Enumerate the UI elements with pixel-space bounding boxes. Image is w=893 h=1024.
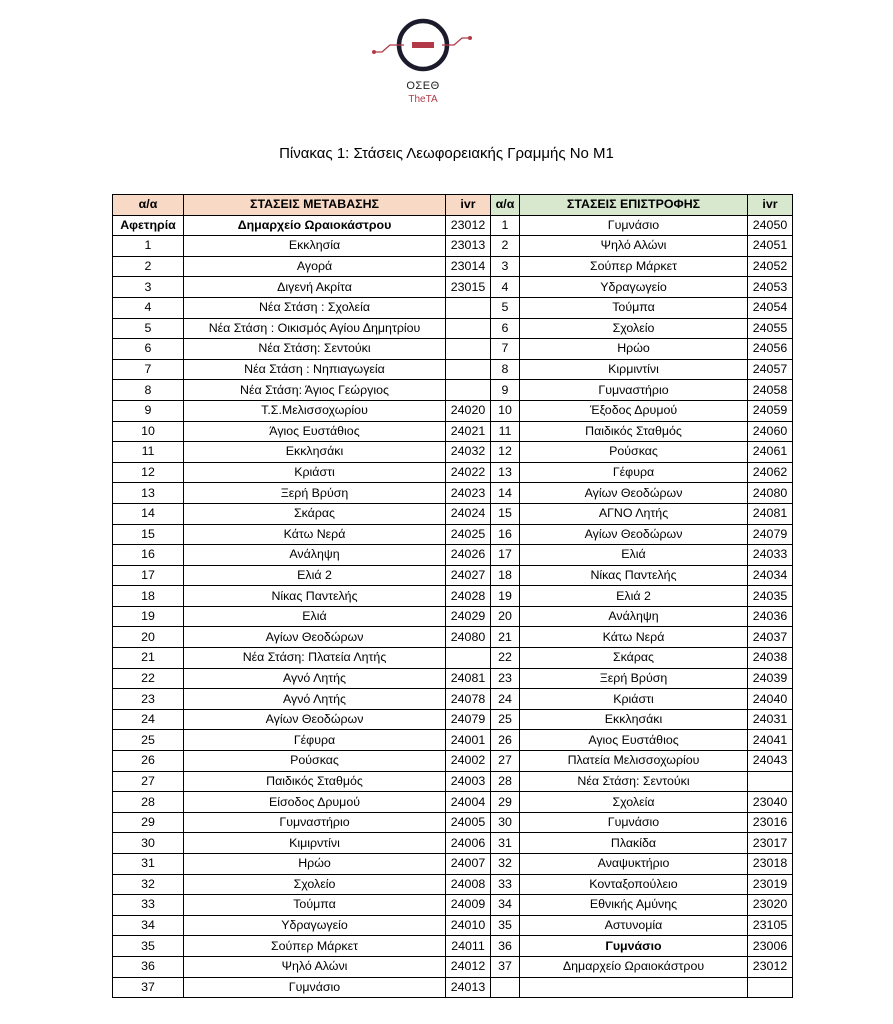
cell-stop-out: Αγορά [184, 256, 446, 277]
cell-stop-out: Νέα Στάση: Σεντούκι [184, 339, 446, 360]
cell-ivr-ret: 24080 [748, 483, 793, 504]
cell-num-ret: 36 [491, 936, 520, 957]
table-row [113, 606, 793, 627]
cell-ivr-ret [748, 977, 793, 998]
cell-ivr-out: 24005 [446, 812, 491, 833]
cell-num-ret: 1 [491, 215, 520, 236]
cell-ivr-ret: 24057 [748, 359, 793, 380]
cell-num-out: 24 [113, 709, 184, 730]
cell-stop-ret: Τούμπα [520, 297, 748, 318]
cell-stop-out: Νέα Στάση: Πλατεία Λητής [184, 648, 446, 669]
cell-stop-ret: Σχολείο [520, 318, 748, 339]
table-row [113, 977, 793, 998]
cell-ivr-ret: 23016 [748, 812, 793, 833]
cell-stop-out: Ξερή Βρύση [184, 483, 446, 504]
cell-num-out: 16 [113, 545, 184, 566]
cell-stop-out: Σκάρας [184, 503, 446, 524]
cell-stop-ret: Αγίων Θεοδώρων [520, 524, 748, 545]
cell-num-ret: 15 [491, 503, 520, 524]
cell-num-out: 22 [113, 668, 184, 689]
cell-num-out: 25 [113, 730, 184, 751]
cell-ivr-ret: 24041 [748, 730, 793, 751]
stops-table [112, 194, 793, 998]
cell-stop-out: Νέα Στάση : Οικισμός Αγίου Δημητρίου [184, 318, 446, 339]
cell-ivr-out: 24022 [446, 462, 491, 483]
cell-ivr-ret: 23006 [748, 936, 793, 957]
cell-ivr-out: 24003 [446, 771, 491, 792]
cell-ivr-out: 24011 [446, 936, 491, 957]
cell-ivr-out: 24001 [446, 730, 491, 751]
table-row [113, 812, 793, 833]
cell-ivr-out: 24007 [446, 854, 491, 875]
cell-stop-ret: Γυμνάσιο [520, 215, 748, 236]
table-row [113, 627, 793, 648]
cell-stop-ret: Γυμνάσιο [520, 936, 748, 957]
cell-ivr-ret: 23040 [748, 792, 793, 813]
stops-table-body [113, 215, 793, 998]
cell-stop-ret: Κριάστι [520, 689, 748, 710]
cell-stop-ret: Γυμνάσιο [520, 812, 748, 833]
cell-stop-out: Ρούσκας [184, 751, 446, 772]
cell-stop-out: Είσοδος Δρυμού [184, 792, 446, 813]
cell-num-ret: 24 [491, 689, 520, 710]
cell-ivr-ret: 24035 [748, 586, 793, 607]
cell-ivr-out [446, 359, 491, 380]
table-row [113, 256, 793, 277]
cell-stop-ret: Σκάρας [520, 648, 748, 669]
cell-stop-ret: Σχολεία [520, 792, 748, 813]
cell-ivr-out [446, 297, 491, 318]
table-row [113, 689, 793, 710]
cell-num-ret: 6 [491, 318, 520, 339]
table-row [113, 833, 793, 854]
cell-num-ret: 9 [491, 380, 520, 401]
cell-stop-out: Αγίων Θεοδώρων [184, 627, 446, 648]
cell-num-ret: 3 [491, 256, 520, 277]
cell-stop-ret: Ελιά 2 [520, 586, 748, 607]
cell-num-ret: 23 [491, 668, 520, 689]
cell-num-out: 12 [113, 462, 184, 483]
cell-stop-out: Εκκλησάκι [184, 442, 446, 463]
cell-ivr-ret: 24056 [748, 339, 793, 360]
cell-ivr-out: 24079 [446, 709, 491, 730]
cell-num-ret: 13 [491, 462, 520, 483]
table-row [113, 483, 793, 504]
cell-ivr-ret: 24054 [748, 297, 793, 318]
cell-ivr-ret: 23020 [748, 895, 793, 916]
cell-num-out: 7 [113, 359, 184, 380]
cell-ivr-ret [748, 771, 793, 792]
cell-num-ret: 34 [491, 895, 520, 916]
table-row [113, 339, 793, 360]
table-row [113, 668, 793, 689]
cell-ivr-out: 24024 [446, 503, 491, 524]
cell-num-ret: 30 [491, 812, 520, 833]
cell-stop-ret: Αγίων Θεοδώρων [520, 483, 748, 504]
cell-stop-ret: Εκκλησάκι [520, 709, 748, 730]
cell-stop-ret: Ελιά [520, 545, 748, 566]
cell-ivr-ret: 23018 [748, 854, 793, 875]
cell-num-ret: 11 [491, 421, 520, 442]
cell-stop-out: Δημαρχείο Ωραιοκάστρου [184, 215, 446, 236]
cell-stop-ret: Πλακίδα [520, 833, 748, 854]
table-row [113, 730, 793, 751]
cell-stop-ret: Σούπερ Μάρκετ [520, 256, 748, 277]
cell-num-ret: 18 [491, 565, 520, 586]
cell-ivr-out: 24021 [446, 421, 491, 442]
table-row [113, 956, 793, 977]
cell-stop-ret: Εθνικής Αμύνης [520, 895, 748, 916]
cell-ivr-ret: 24043 [748, 751, 793, 772]
table-row [113, 318, 793, 339]
cell-ivr-out: 24078 [446, 689, 491, 710]
cell-stop-out: Γυμναστήριο [184, 812, 446, 833]
cell-ivr-out: 24026 [446, 545, 491, 566]
cell-num-out: 36 [113, 956, 184, 977]
cell-num-out: 17 [113, 565, 184, 586]
cell-num-out: 1 [113, 236, 184, 257]
cell-ivr-out: 24029 [446, 606, 491, 627]
cell-ivr-out: 24009 [446, 895, 491, 916]
cell-num-out: 20 [113, 627, 184, 648]
header-num-out: α/α [113, 195, 184, 216]
header-stop-out: ΣΤΑΣΕΙΣ ΜΕΤΑΒΑΣΗΣ [184, 195, 446, 216]
table-row [113, 462, 793, 483]
cell-ivr-ret: 24079 [748, 524, 793, 545]
cell-ivr-out: 24032 [446, 442, 491, 463]
cell-stop-out: Υδραγωγείο [184, 915, 446, 936]
cell-ivr-ret: 24033 [748, 545, 793, 566]
cell-stop-out: Ηρώο [184, 854, 446, 875]
cell-num-out: 14 [113, 503, 184, 524]
logo-sub: TheTA [408, 94, 438, 105]
table-row [113, 236, 793, 257]
cell-num-out: 31 [113, 854, 184, 875]
cell-num-ret: 12 [491, 442, 520, 463]
cell-stop-ret: ΑΓΝΟ Λητής [520, 503, 748, 524]
table-row [113, 771, 793, 792]
cell-num-ret: 28 [491, 771, 520, 792]
table-row [113, 874, 793, 895]
cell-num-ret: 10 [491, 400, 520, 421]
cell-ivr-out: 24080 [446, 627, 491, 648]
cell-ivr-out: 24012 [446, 956, 491, 977]
cell-ivr-out: 24020 [446, 400, 491, 421]
cell-ivr-out: 23012 [446, 215, 491, 236]
cell-ivr-out [446, 380, 491, 401]
cell-num-out: 2 [113, 256, 184, 277]
cell-ivr-ret: 24058 [748, 380, 793, 401]
cell-num-out: 23 [113, 689, 184, 710]
cell-stop-out: Άγιος Ευστάθιος [184, 421, 446, 442]
table-row [113, 545, 793, 566]
cell-ivr-out: 24025 [446, 524, 491, 545]
cell-num-out: 34 [113, 915, 184, 936]
cell-ivr-ret: 24051 [748, 236, 793, 257]
cell-num-out: 26 [113, 751, 184, 772]
table-row [113, 400, 793, 421]
oseth-logo [368, 12, 478, 112]
cell-ivr-out: 23013 [446, 236, 491, 257]
cell-num-ret: 26 [491, 730, 520, 751]
cell-num-out: 13 [113, 483, 184, 504]
cell-stop-out: Σούπερ Μάρκετ [184, 936, 446, 957]
cell-num-ret [491, 977, 520, 998]
cell-ivr-out [446, 339, 491, 360]
table-row [113, 503, 793, 524]
cell-num-ret: 25 [491, 709, 520, 730]
cell-num-ret: 19 [491, 586, 520, 607]
cell-ivr-ret: 24053 [748, 277, 793, 298]
cell-ivr-ret: 24050 [748, 215, 793, 236]
table-row [113, 380, 793, 401]
table-row [113, 524, 793, 545]
cell-num-ret: 17 [491, 545, 520, 566]
cell-num-out: 37 [113, 977, 184, 998]
cell-num-ret: 31 [491, 833, 520, 854]
cell-stop-out: Νέα Στάση : Νηπιαγωγεία [184, 359, 446, 380]
table-row [113, 359, 793, 380]
cell-ivr-ret: 24052 [748, 256, 793, 277]
cell-num-out: 27 [113, 771, 184, 792]
cell-num-out: 6 [113, 339, 184, 360]
cell-ivr-ret: 24059 [748, 400, 793, 421]
cell-stop-out: Εκκλησία [184, 236, 446, 257]
cell-stop-ret: Δημαρχείο Ωραιοκάστρου [520, 956, 748, 977]
cell-num-out: 35 [113, 936, 184, 957]
header-stop-ret: ΣΤΑΣΕΙΣ ΕΠΙΣΤΡΟΦΗΣ [520, 195, 748, 216]
cell-stop-ret: Παιδικός Σταθμός [520, 421, 748, 442]
cell-stop-ret: Υδραγωγείο [520, 277, 748, 298]
cell-stop-ret: Ξερή Βρύση [520, 668, 748, 689]
cell-stop-ret: Πλατεία Μελισσοχωρίου [520, 751, 748, 772]
cell-num-out: 8 [113, 380, 184, 401]
cell-ivr-out: 24027 [446, 565, 491, 586]
table-row [113, 565, 793, 586]
cell-stop-out: Ψηλό Αλώνι [184, 956, 446, 977]
cell-stop-out: Ανάληψη [184, 545, 446, 566]
cell-stop-out: Κιμιρντίνι [184, 833, 446, 854]
cell-num-ret: 2 [491, 236, 520, 257]
cell-ivr-ret: 24034 [748, 565, 793, 586]
cell-stop-out: Αγίων Θεοδώρων [184, 709, 446, 730]
cell-ivr-out: 24004 [446, 792, 491, 813]
cell-num-out: 3 [113, 277, 184, 298]
cell-stop-out: Αγνό Λητής [184, 689, 446, 710]
cell-stop-out: Διγενή Ακρίτα [184, 277, 446, 298]
cell-num-ret: 20 [491, 606, 520, 627]
cell-stop-out: Κάτω Νερά [184, 524, 446, 545]
cell-num-ret: 33 [491, 874, 520, 895]
cell-stop-out: Ελιά [184, 606, 446, 627]
cell-stop-ret: Νίκας Παντελής [520, 565, 748, 586]
cell-num-out: 19 [113, 606, 184, 627]
cell-stop-ret: Ψηλό Αλώνι [520, 236, 748, 257]
cell-num-out: 28 [113, 792, 184, 813]
cell-ivr-out: 24002 [446, 751, 491, 772]
cell-ivr-ret: 24031 [748, 709, 793, 730]
cell-ivr-out: 23015 [446, 277, 491, 298]
table-title: Πίνακας 1: Στάσεις Λεωφορειακής Γραμμής Νο Μ1 [279, 145, 614, 162]
cell-num-out: 15 [113, 524, 184, 545]
table-row [113, 421, 793, 442]
cell-ivr-out: 24028 [446, 586, 491, 607]
cell-stop-ret: Κιρμιντίνι [520, 359, 748, 380]
cell-ivr-out: 23014 [446, 256, 491, 277]
header-ivr-out: ivr [446, 195, 491, 216]
table-row [113, 709, 793, 730]
cell-stop-out: Τ.Σ.Μελισσοχωρίου [184, 400, 446, 421]
cell-ivr-out: 24006 [446, 833, 491, 854]
cell-stop-ret: Αγιος Ευστάθιος [520, 730, 748, 751]
table-row [113, 854, 793, 875]
cell-num-out: 10 [113, 421, 184, 442]
cell-ivr-ret: 24038 [748, 648, 793, 669]
table-row [113, 297, 793, 318]
cell-stop-ret [520, 977, 748, 998]
logo-emblem-icon [368, 12, 478, 82]
cell-ivr-ret: 24055 [748, 318, 793, 339]
cell-ivr-out [446, 318, 491, 339]
cell-stop-out: Ελιά 2 [184, 565, 446, 586]
table-row [113, 442, 793, 463]
cell-num-ret: 14 [491, 483, 520, 504]
cell-ivr-ret: 24081 [748, 503, 793, 524]
cell-ivr-ret: 24040 [748, 689, 793, 710]
table-row [113, 895, 793, 916]
cell-num-ret: 32 [491, 854, 520, 875]
table-row [113, 648, 793, 669]
cell-ivr-ret: 24036 [748, 606, 793, 627]
cell-num-out: 18 [113, 586, 184, 607]
header-ivr-ret: ivr [748, 195, 793, 216]
cell-num-ret: 35 [491, 915, 520, 936]
cell-stop-out: Αγνό Λητής [184, 668, 446, 689]
cell-stop-ret: Ανάληψη [520, 606, 748, 627]
cell-ivr-ret: 24039 [748, 668, 793, 689]
cell-num-ret: 27 [491, 751, 520, 772]
cell-num-ret: 22 [491, 648, 520, 669]
cell-num-out: 32 [113, 874, 184, 895]
cell-ivr-ret: 23017 [748, 833, 793, 854]
cell-num-out: 9 [113, 400, 184, 421]
cell-num-out: 33 [113, 895, 184, 916]
cell-stop-ret: Αστυνομία [520, 915, 748, 936]
table-header-row [113, 195, 793, 216]
cell-ivr-out: 24010 [446, 915, 491, 936]
cell-num-ret: 29 [491, 792, 520, 813]
cell-num-ret: 4 [491, 277, 520, 298]
table-row [113, 751, 793, 772]
cell-num-out: 30 [113, 833, 184, 854]
cell-ivr-ret: 24062 [748, 462, 793, 483]
cell-ivr-ret: 23105 [748, 915, 793, 936]
cell-stop-out: Κριάστι [184, 462, 446, 483]
table-row [113, 936, 793, 957]
cell-stop-ret: Ρούσκας [520, 442, 748, 463]
cell-stop-out: Νέα Στάση : Σχολεία [184, 297, 446, 318]
table-row [113, 215, 793, 236]
header-num-ret: α/α [491, 195, 520, 216]
cell-stop-out: Τούμπα [184, 895, 446, 916]
cell-stop-out: Σχολείο [184, 874, 446, 895]
cell-num-ret: 7 [491, 339, 520, 360]
table-row [113, 915, 793, 936]
cell-stop-out: Γυμνάσιο [184, 977, 446, 998]
cell-ivr-out: 24013 [446, 977, 491, 998]
cell-stop-out: Νέα Στάση: Άγιος Γεώργιος [184, 380, 446, 401]
cell-num-out: 21 [113, 648, 184, 669]
cell-num-ret: 8 [491, 359, 520, 380]
cell-stop-out: Παιδικός Σταθμός [184, 771, 446, 792]
table-row [113, 792, 793, 813]
cell-stop-ret: Ηρώο [520, 339, 748, 360]
cell-stop-ret: Αναψυκτήριο [520, 854, 748, 875]
logo-name: ΟΣΕΘ [406, 80, 440, 92]
cell-ivr-out: 24008 [446, 874, 491, 895]
cell-num-out: 5 [113, 318, 184, 339]
cell-num-out: Αφετηρία [113, 215, 184, 236]
cell-ivr-ret: 23019 [748, 874, 793, 895]
cell-stop-ret: Γέφυρα [520, 462, 748, 483]
cell-num-ret: 5 [491, 297, 520, 318]
cell-stop-ret: Γυμναστήριο [520, 380, 748, 401]
cell-stop-ret: Κάτω Νερά [520, 627, 748, 648]
cell-ivr-ret: 24037 [748, 627, 793, 648]
cell-ivr-ret: 24060 [748, 421, 793, 442]
cell-num-ret: 21 [491, 627, 520, 648]
cell-ivr-ret: 24061 [748, 442, 793, 463]
cell-ivr-out [446, 648, 491, 669]
cell-num-ret: 37 [491, 956, 520, 977]
cell-ivr-out: 24081 [446, 668, 491, 689]
cell-ivr-out: 24023 [446, 483, 491, 504]
cell-stop-ret: Κονταξοπούλειο [520, 874, 748, 895]
cell-ivr-ret: 23012 [748, 956, 793, 977]
cell-num-out: 11 [113, 442, 184, 463]
cell-stop-ret: Έξοδος Δρυμού [520, 400, 748, 421]
cell-stop-ret: Νέα Στάση: Σεντούκι [520, 771, 748, 792]
cell-num-out: 4 [113, 297, 184, 318]
cell-stop-out: Γέφυρα [184, 730, 446, 751]
cell-stop-out: Νίκας Παντελής [184, 586, 446, 607]
cell-num-out: 29 [113, 812, 184, 833]
table-row [113, 277, 793, 298]
cell-num-ret: 16 [491, 524, 520, 545]
table-row [113, 586, 793, 607]
